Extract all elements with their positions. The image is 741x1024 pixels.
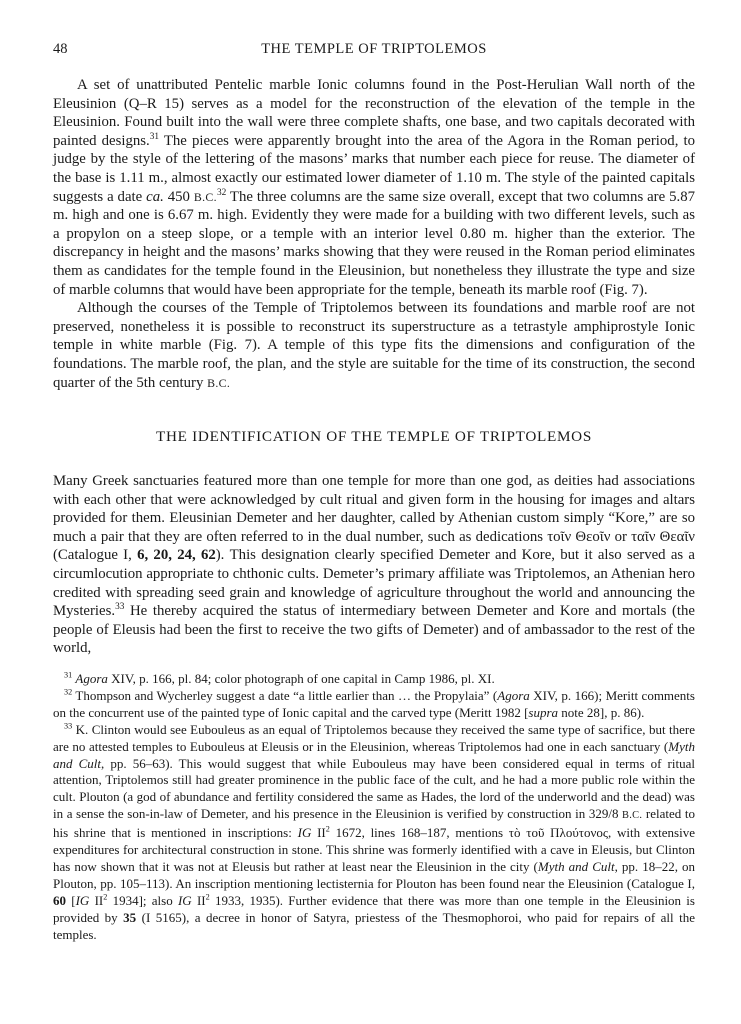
footnote-31: $^{31}$ Agora XIV, p. 166, pl. 84; color photograph of one capital in Camp 1986, pl. XI. (64, 670, 495, 687)
paragraph-reconstruction: Although the courses of the Temple of Triptolemos between its foundations and marble roof are not preserved, nonetheless it is possible to reconstruct its superstructure as a tetrastyle amphiprostyle Ionic temple in white marble (Fig. 7). A temple of this type fits the dimensions and configuration of the foundations. The marble roof, the plan, and the style are suitable for the time of its construction, the second quarter of the 5th century B.C. (53, 300, 695, 391)
footnotes-section (53, 671, 695, 944)
section-heading: THE IDENTIFICATION OF THE TEMPLE OF TRIPTOLEMOS (156, 428, 592, 446)
paragraph-columns: A set of unattributed Pentelic marble Ionic columns found in the Post-Herulian Wall north of the Eleusinion (Q–R 15) serves as a model for the reconstruction of the elevation of the temple in the Eleusinion. Found built into the wall were three complete shafts, one base, and two capitals decorated with painted designs.$^{31}$ The pieces were apparently brought into the area of the Agora in the Roman period, to judge by the style of the lettering of the masons’ marks that number each piece for reuse. The diameter of the base is 1.11 m., almost exactly our estimated lower diameter of 1.10 m. The style of the painted capitals suggests a date ca. 450 B.C.$^{32}$ The three columns are the same size overall, except that two columns are 5.87 m. high and one is 6.67 m. high. Evidently they were made for a building with two different levels, such as a propylon on a steep slope, or a temple with an interior level 0.80 m. higher than the exterior. The discrepancy in height and the masons’ marks showing that they were reused in the Roman period eliminates them as candidates for the temple found in the Eleusinion, but nonetheless they illustrate the type and size of marble columns that would have been appropriate for the temple, beneath its marble roof (Fig. 7). (53, 77, 695, 298)
text-block (53, 40, 695, 944)
page-number: 48 (53, 41, 68, 57)
running-head: THE TEMPLE OF TRIPTOLEMOS (261, 41, 487, 57)
footnote-33: $^{33}$ K. Clinton would see Eubouleus as an equal of Triptolemos because they received the same type of sacrifice, but there are no attested temples to Eubouleus at Eleusis or in the Eleusinion, whereas Triptolemos had one in each sanctuary (Myth and Cult, pp. 56–63). This would suggest that while Eubouleus may have been considered equal in terms of ritual attention, Triptolemos still had greater prominence in the public face of the cult, and he had a more public role within the cult. Plouton (a god of abundance and fertility considered the same as Hades, the lord of the underworld and the dead) was in a sense the son-in-law of Demeter, and his presence in the Eleusinion is verified by construction in 329/8 B.C. related to his shrine that is mentioned in inscriptions: IG $II^2$ 1672, lines 168–187, mentions τὸ τοῦ Πλούτονος, with extensive expenditures for architectural construction in stone. This shrine was formerly identified with a cave in Eleusis, but Clinton has now shown that it was not at Eleusis but rather at least near the Eleusinion in the city (Myth and Cult, pp. 18–22, on Plouton, pp. 105–113). An inscription mentioning lectisternia for Plouton has been found near the Eleusinion (Catalogue I, 60 [IG $II^2$ 1934]; also IG $II^2$ 1933, 1935). Further evidence that there was more than one temple in the Eleusinion is provided by 35 (I 5165), a decree in honor of Satyra, priestess of the Thesmophoroi, who paid for repairs of all the temples. (53, 721, 696, 942)
page-header (53, 40, 695, 58)
footnote-32: $^{32}$ Thompson and Wycherley suggest a date “a little earlier than … the Propylaia” (Agora XIV, p. 166); Meritt comments on the concurrent use of the painted type of Ionic capital and the carved type (Meritt 1982 [supra note 28], p. 86). (53, 687, 695, 720)
paragraph-sanctuaries: Many Greek sanctuaries featured more than one temple for more than one god, as deities had associations with each other that were acknowledged by cult ritual and given form in the housing for images and altars provided for them. Eleusinian Demeter and her daughter, called by Athenian custom simply “Kore,” are so much a pair that they are often referred to in the dual number, such as dedications τοῖν Θεοῖν or ταῖν Θεαῖν (Catalogue I, 6, 20, 24, 62). This designation clearly specified Demeter and Kore, but it also served as a circumlocution appropriate to chthonic cults. Demeter’s primary affiliate was Triptolemos, an Athenian hero credited with spreading seed grain and knowledge of agriculture throughout the world and announcing the Mysteries.$^{33}$ He thereby acquired the status of intermediary between Demeter and Kore and mortals (the people of Eleusis had been the first to receive the two gifts of Demeter) and of ambassador to the rest of the world, (53, 473, 695, 657)
